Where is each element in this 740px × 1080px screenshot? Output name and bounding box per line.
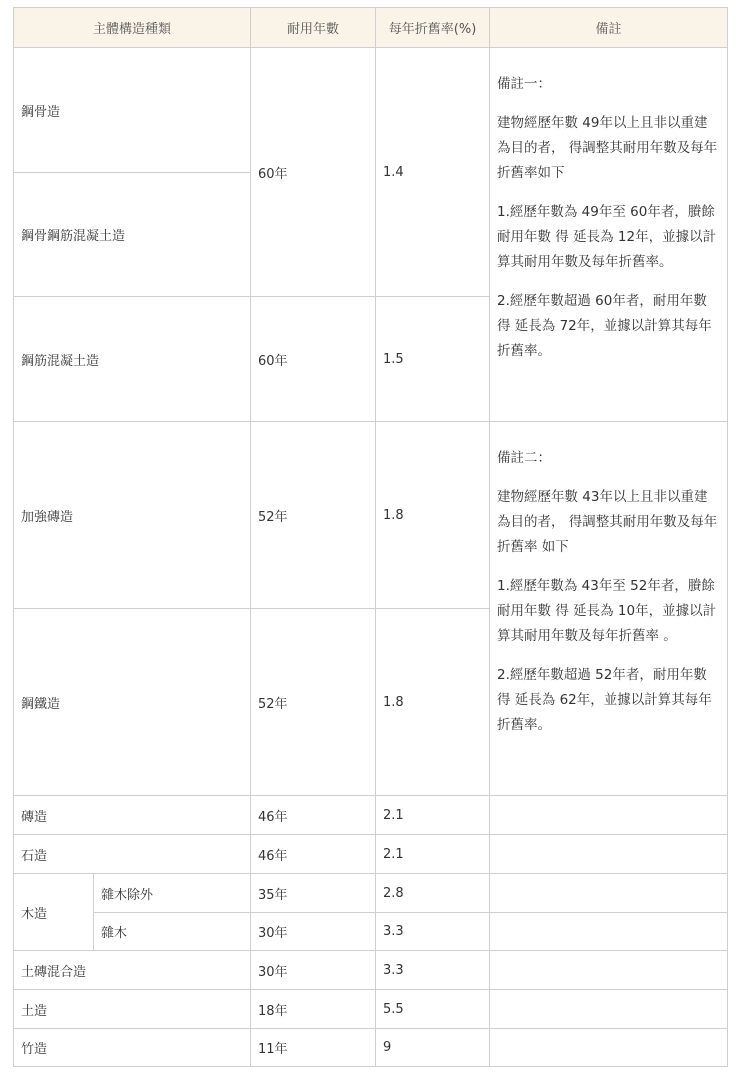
remark-paragraph: 建物經歷年數 43年以上且非以重建為目的者， 得調整其耐用年數及每年折舊率 如下 <box>497 489 718 555</box>
remark-empty <box>490 990 728 1029</box>
table-row <box>14 874 728 913</box>
table-row <box>14 796 728 835</box>
header-structure-type: 主體構造種類 <box>14 8 251 48</box>
useful-life: 11年 <box>251 1029 376 1067</box>
depreciation-rate: 9 <box>376 1029 490 1067</box>
remark-paragraph: 建物經歷年數 49年以上且非以重建為目的者， 得調整其耐用年數及每年折舊率如下 <box>497 115 718 181</box>
useful-life: 35年 <box>251 874 376 913</box>
structure-subtype: 雜木 <box>94 913 251 951</box>
depreciation-rate: 1.8 <box>376 422 490 609</box>
structure-name: 土造 <box>14 990 251 1029</box>
useful-life: 52年 <box>251 609 376 796</box>
depreciation-table <box>13 7 728 1067</box>
depreciation-rate: 1.8 <box>376 609 490 796</box>
remark-empty <box>490 913 728 951</box>
depreciation-rate: 1.4 <box>376 48 490 297</box>
structure-name: 鋼骨鋼筋混凝土造 <box>14 173 251 297</box>
structure-subtype: 雜木除外 <box>94 874 251 913</box>
useful-life: 46年 <box>251 796 376 835</box>
useful-life: 52年 <box>251 422 376 609</box>
remark-empty <box>490 1029 728 1067</box>
remark-paragraph: 2.經歷年數超過 52年者，耐用年數得 延長為 62年，並據以計算其每年折舊率。 <box>497 667 712 733</box>
table-row <box>14 990 728 1029</box>
structure-name: 鋼鐵造 <box>14 609 251 796</box>
header-row <box>14 8 728 48</box>
remark-paragraph: 2.經歷年數超過 60年者，耐用年數得 延長為 72年，並據以計算其每年折舊率。 <box>497 293 712 359</box>
header-useful-life: 耐用年數 <box>251 8 376 48</box>
remark-paragraph: 1.經歷年數為 43年至 52年者，賸餘耐用年數 得 延長為 10年，並據以計算其耐用年數及每年折舊率 。 <box>497 578 717 644</box>
structure-name: 加強磚造 <box>14 422 251 609</box>
useful-life: 60年 <box>251 297 376 422</box>
structure-name: 土磚混合造 <box>14 951 251 990</box>
structure-name: 鋼筋混凝土造 <box>14 297 251 422</box>
structure-name: 木造 <box>14 874 94 951</box>
table-row <box>14 422 728 609</box>
header-remarks: 備註 <box>490 8 728 48</box>
depreciation-rate: 2.8 <box>376 874 490 913</box>
remark-empty <box>490 796 728 835</box>
structure-name: 鋼骨造 <box>14 48 251 173</box>
remark-empty <box>490 835 728 874</box>
remark-empty <box>490 951 728 990</box>
table-row <box>14 48 728 173</box>
depreciation-rate: 2.1 <box>376 796 490 835</box>
depreciation-rate: 3.3 <box>376 951 490 990</box>
depreciation-rate: 1.5 <box>376 297 490 422</box>
header-depreciation-rate: 每年折舊率(%) <box>376 8 490 48</box>
remark-title: 備註一： <box>497 76 552 92</box>
table-row <box>14 951 728 990</box>
useful-life: 60年 <box>251 48 376 297</box>
remark-one <box>490 48 728 422</box>
useful-life: 30年 <box>251 913 376 951</box>
structure-name: 磚造 <box>14 796 251 835</box>
remark-empty <box>490 874 728 913</box>
structure-name: 竹造 <box>14 1029 251 1067</box>
remark-paragraph: 1.經歷年數為 49年至 60年者，賸餘耐用年數 得 延長為 12年，並據以計算其耐用年數及每年折舊率。 <box>497 204 717 270</box>
structure-name: 石造 <box>14 835 251 874</box>
table-row <box>14 835 728 874</box>
depreciation-rate: 2.1 <box>376 835 490 874</box>
useful-life: 46年 <box>251 835 376 874</box>
depreciation-rate: 5.5 <box>376 990 490 1029</box>
useful-life: 30年 <box>251 951 376 990</box>
useful-life: 18年 <box>251 990 376 1029</box>
depreciation-rate: 3.3 <box>376 913 490 951</box>
table-row <box>14 1029 728 1067</box>
table-row <box>14 913 728 951</box>
remark-title: 備註二： <box>497 450 552 466</box>
remark-two <box>490 422 728 796</box>
